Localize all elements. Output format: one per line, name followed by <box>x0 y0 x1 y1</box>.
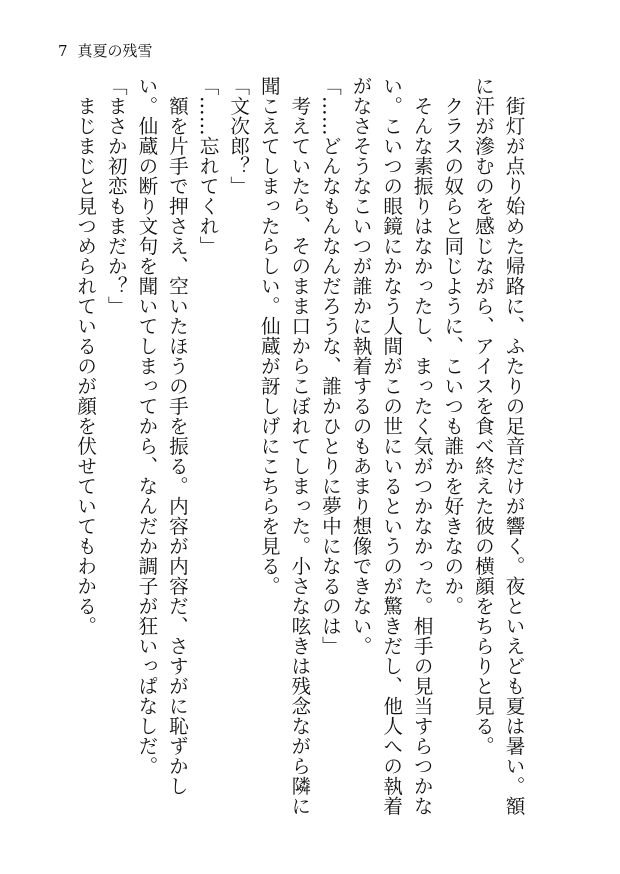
page-header <box>58 44 153 59</box>
paragraph: クラスの奴らと同じように、こいつも誰かを好きなのか。 <box>440 95 464 616</box>
paragraph: 街灯が点り始めた帰路に、ふたりの足音だけが響く。夜といえども夏は暑い。額に汗が滲むのを感じながら、アイスを食べ終えた彼の横顔をちらりと見る。 <box>471 76 525 816</box>
chapter-title: 真夏の残雪 <box>77 42 153 60</box>
dialogue-line: 「……どんなもんなんだろうな、誰かひとりに夢中になるのは」 <box>318 76 342 656</box>
page-number: 7 <box>58 42 68 60</box>
paragraph: そんな素振りはなかったし、まったく気がつかなかった。相手の見当すらつかない。こいつの眼鏡にかなう人間がこの世にいるというのが驚きだし、他人への執着がなさそうなこいつが誰かに執着するのもあまり想像できない。 <box>349 76 434 816</box>
paragraph: まじまじと見つめられているのが顔を伏せていてもわかる。 <box>73 95 97 636</box>
paragraph: 考えていたら、そのまま口からこぼれてしまった。小さな呟きは残念ながら隣に聞こえてしまったらしい。仙蔵が訝しげにこちらを見る。 <box>257 76 311 816</box>
vertical-body-text <box>73 76 528 826</box>
dialogue-line: 「……忘れてくれ」 <box>196 76 220 256</box>
dialogue-line: 「まさか初恋もまだか？」 <box>104 76 128 316</box>
dialogue-line: 「文次郎？」 <box>226 76 250 196</box>
paragraph: 額を片手で押さえ、空いたほうの手を振る。内容が内容だ、さすがに恥ずかしい。仙蔵の断り文句を聞いてしまってから、なんだか調子が狂いっぱなしだ。 <box>134 76 189 796</box>
